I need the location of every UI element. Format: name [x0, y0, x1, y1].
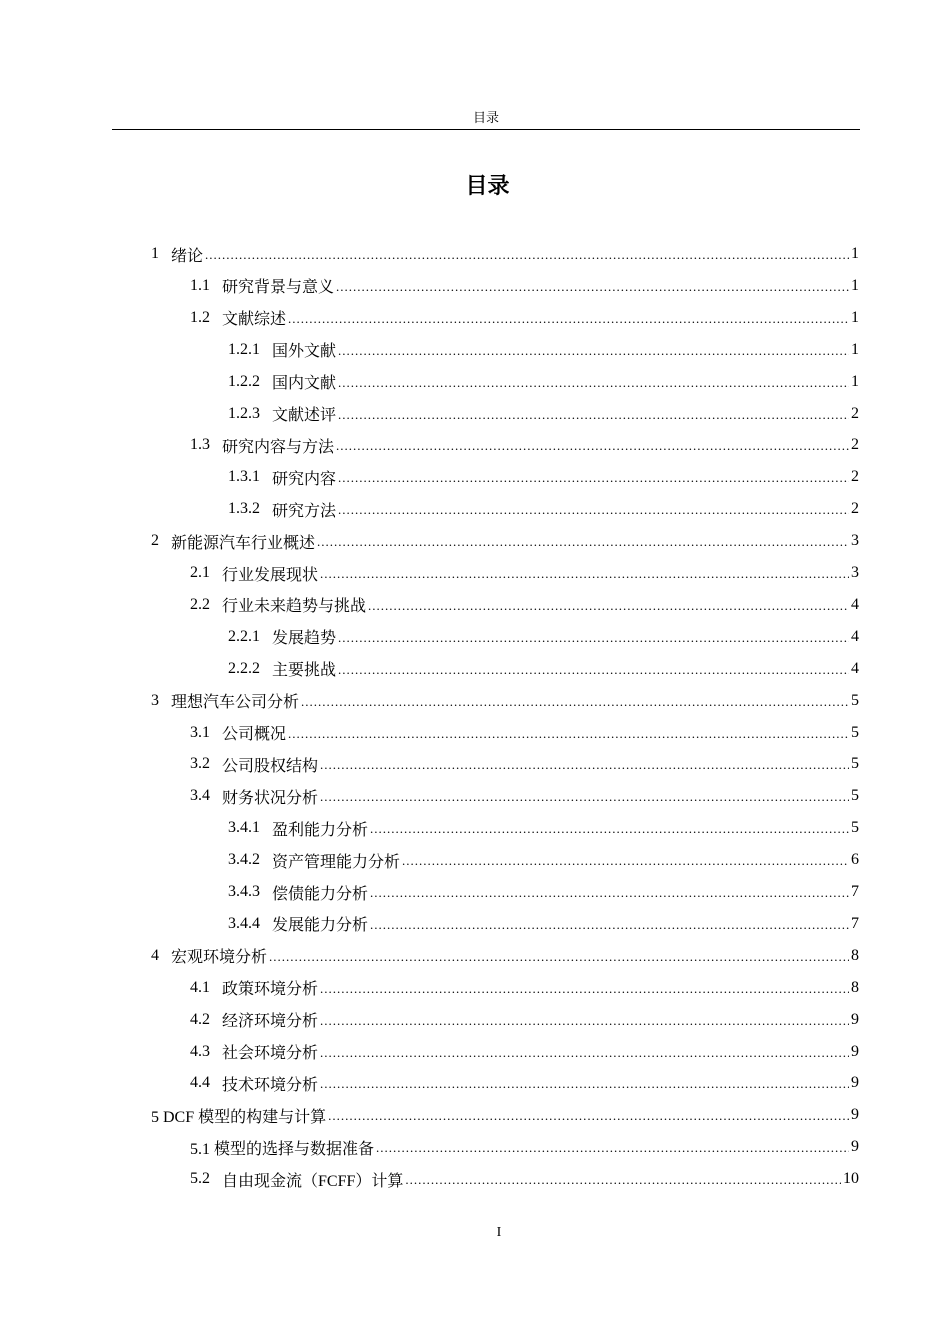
- toc-dot-leader: [368, 598, 849, 614]
- toc-entry-page: 1: [851, 308, 859, 326]
- toc-entry-number: 1.2.3: [228, 404, 260, 422]
- toc-entry-number: 3.4.1: [228, 819, 260, 837]
- toc-dot-leader: [320, 757, 849, 773]
- toc-entry-page: 5: [851, 755, 859, 773]
- toc-dot-leader: [338, 470, 849, 486]
- toc-dot-leader: [338, 502, 849, 518]
- toc-entry[interactable]: [228, 908, 859, 940]
- toc-entry-number: 1.2: [190, 308, 210, 326]
- toc-entry-title: 研究内容与方法: [222, 438, 335, 456]
- toc-entry[interactable]: [151, 685, 859, 717]
- toc-dot-leader: [338, 662, 849, 678]
- toc-entry-page: 5: [851, 691, 859, 709]
- toc-entry-page: 7: [851, 914, 859, 932]
- toc-entry-page: 2: [851, 500, 859, 518]
- toc-entry-title: 社会环境分析: [222, 1045, 319, 1062]
- toc-entry-title: 公司概况: [222, 726, 287, 743]
- toc-entry-page: 8: [851, 946, 859, 964]
- toc-entry[interactable]: [190, 972, 859, 1004]
- toc-entry-number: 3.4.2: [228, 851, 260, 869]
- toc-dot-leader: [338, 630, 849, 646]
- toc-entry-title: 文献综述: [222, 311, 287, 329]
- toc-entry-title: 5 DCF 模型的构建与计算: [151, 1108, 327, 1126]
- toc-dot-leader: [269, 949, 849, 965]
- toc-entry-title: 研究内容: [272, 470, 337, 488]
- toc-entry-title: 政策环境分析: [222, 981, 319, 999]
- toc-entry-title: 财务状况分析: [222, 789, 319, 807]
- toc-entry-number: 4: [151, 946, 159, 964]
- toc-entry-title: 经济环境分析: [222, 1013, 319, 1031]
- toc-dot-leader: [338, 407, 849, 423]
- page-number: I: [496, 1225, 502, 1240]
- toc-entry-number: 1.1: [190, 276, 210, 294]
- toc-entry-number: 3.4.4: [228, 914, 260, 932]
- toc-dot-leader: [370, 917, 849, 933]
- toc-entry[interactable]: [190, 589, 859, 621]
- toc-entry-page: 9: [851, 1074, 859, 1092]
- toc-entry-page: 2: [851, 404, 859, 422]
- toc-entry-page: 1: [851, 276, 859, 294]
- toc-entry-page: 3: [851, 564, 859, 581]
- toc-entry[interactable]: [151, 940, 859, 972]
- toc-entry[interactable]: [228, 621, 859, 653]
- toc-entry[interactable]: [228, 493, 859, 525]
- toc-entry-title: 宏观环境分析: [171, 949, 268, 967]
- toc-dot-leader: [288, 311, 849, 327]
- toc-dot-leader: [405, 1172, 841, 1188]
- toc-entry-number: 1.2.2: [228, 372, 260, 390]
- toc-entry-page: 7: [851, 883, 859, 900]
- toc-entry-number: 4.1: [190, 978, 210, 996]
- toc-dot-leader: [320, 1045, 849, 1061]
- toc-entry-number: 1.3.2: [228, 500, 260, 518]
- toc-entry-page: 1: [851, 372, 859, 390]
- toc-entry-number: 2.2: [190, 595, 210, 613]
- toc-entry-page: 4: [851, 595, 859, 613]
- toc-entry-title: 发展能力分析: [272, 917, 369, 935]
- toc-entry-page: 4: [851, 659, 859, 677]
- toc-entry-page: 3: [851, 532, 859, 550]
- toc-entry-page: 5: [851, 787, 859, 805]
- toc-entry-page: 8: [851, 978, 859, 996]
- toc-entry[interactable]: [190, 748, 859, 780]
- toc-entry-title: 研究背景与意义: [222, 279, 335, 297]
- toc-entry-title: 资产管理能力分析: [272, 853, 401, 871]
- toc-dot-leader: [317, 534, 849, 550]
- toc-dot-leader: [288, 726, 849, 742]
- toc-entry-number: 5.2: [190, 1170, 210, 1188]
- toc-entry[interactable]: [228, 461, 859, 493]
- toc-entry-number: 2.2.1: [228, 627, 260, 645]
- toc-entry[interactable]: [228, 844, 859, 876]
- toc-entry-page: 5: [851, 819, 859, 837]
- toc-entry[interactable]: [228, 334, 859, 366]
- toc-entry-number: 4.3: [190, 1042, 210, 1060]
- toc-entry-number: 1.2.1: [228, 340, 260, 358]
- toc-entry-number: 3.1: [190, 723, 210, 741]
- toc-entry-title: 理想汽车公司分析: [171, 694, 300, 712]
- toc-dot-leader: [320, 1013, 849, 1029]
- toc-dot-leader: [336, 279, 849, 295]
- toc-entry-title: 行业未来趋势与挑战: [222, 598, 367, 616]
- toc-entry[interactable]: [190, 1067, 859, 1099]
- toc-entry-title: 偿债能力分析: [272, 885, 369, 903]
- toc-entry[interactable]: [228, 653, 859, 685]
- toc-dot-leader: [338, 375, 849, 391]
- toc-entry-title: 国内文献: [272, 375, 337, 393]
- toc-dot-leader: [320, 1076, 849, 1092]
- page-title: 目录: [465, 174, 510, 199]
- toc-entry-page: 9: [851, 1138, 859, 1156]
- header-rule: [112, 129, 860, 130]
- toc-entry-title: 行业发展现状: [222, 566, 319, 584]
- toc-dot-leader: [336, 438, 849, 454]
- toc-dot-leader: [338, 343, 849, 359]
- toc-entry-page: 2: [851, 468, 859, 486]
- toc-entry-number: 1.3.1: [228, 468, 260, 486]
- toc-entry-title: 主要挑战: [272, 662, 337, 680]
- toc-dot-leader: [320, 566, 849, 582]
- toc-entry-title: 5.1 模型的选择与数据准备: [190, 1140, 375, 1158]
- toc-entry-number: 3: [151, 691, 159, 709]
- toc-entry-page: 9: [851, 1042, 859, 1060]
- toc-entry[interactable]: [228, 812, 859, 844]
- toc-entry-number: 3.2: [190, 755, 210, 773]
- toc-entry-title: 国外文献: [272, 343, 337, 361]
- toc-entry-number: 2: [151, 532, 159, 550]
- toc-dot-leader: [370, 885, 849, 901]
- toc-entry-page: 6: [851, 851, 859, 869]
- toc-entry-number: 2.1: [190, 564, 210, 581]
- toc-entry-page: 10: [843, 1170, 859, 1188]
- toc-dot-leader: [320, 981, 849, 997]
- toc-entry-number: 3.4.3: [228, 883, 260, 900]
- toc-entry[interactable]: [190, 1131, 859, 1163]
- toc-entry-page: 5: [851, 723, 859, 741]
- toc-entry-page: 2: [851, 436, 859, 454]
- toc-entry[interactable]: [190, 780, 859, 812]
- toc-entry[interactable]: [151, 238, 859, 270]
- toc-entry[interactable]: [228, 366, 859, 398]
- toc-entry-title: 新能源汽车行业概述: [171, 534, 316, 552]
- toc-dot-leader: [320, 789, 849, 805]
- running-header: 目录: [472, 111, 499, 126]
- toc-entry-number: 1.3: [190, 436, 210, 454]
- toc-dot-leader: [370, 821, 849, 837]
- toc-entry-title: 文献述评: [272, 407, 337, 424]
- toc-entry-title: 盈利能力分析: [272, 821, 369, 839]
- toc-entry-number: 4.2: [190, 1010, 210, 1028]
- toc-entry-title: 公司股权结构: [222, 757, 319, 775]
- toc-entry[interactable]: [190, 1004, 859, 1036]
- toc-entry-title: 研究方法: [272, 502, 337, 520]
- toc-dot-leader: [301, 694, 849, 710]
- toc-entry[interactable]: [151, 1099, 859, 1131]
- toc-entry[interactable]: [228, 876, 859, 908]
- toc-entry[interactable]: [190, 302, 859, 334]
- toc-entry-page: 1: [851, 245, 859, 262]
- toc-entry-number: 4.4: [190, 1074, 210, 1092]
- toc-dot-leader: [205, 247, 849, 263]
- toc-entry[interactable]: [190, 270, 859, 302]
- toc-entry-title: 技术环境分析: [222, 1076, 319, 1094]
- toc-entry-page: 9: [851, 1010, 859, 1028]
- toc-entry-title: 自由现金流（FCFF）计算: [222, 1172, 404, 1190]
- toc-entry-number: 3.4: [190, 787, 210, 805]
- toc-entry[interactable]: [190, 717, 859, 749]
- toc-entry-page: 1: [851, 340, 859, 358]
- toc-dot-leader: [328, 1108, 849, 1124]
- toc-entry-number: 1: [151, 245, 159, 262]
- toc-entry[interactable]: [190, 429, 859, 461]
- toc-entry[interactable]: [151, 525, 859, 557]
- toc-entry-number: 2.2.2: [228, 659, 260, 677]
- toc-dot-leader: [376, 1140, 849, 1156]
- toc-entry-page: 9: [851, 1106, 859, 1124]
- toc-entry-title: 发展趋势: [272, 630, 337, 648]
- toc-dot-leader: [402, 853, 849, 869]
- toc-entry[interactable]: [190, 557, 859, 589]
- toc-entry[interactable]: [228, 398, 859, 430]
- toc-entry-title: 绪论: [171, 247, 204, 265]
- toc-entry[interactable]: [190, 1036, 859, 1068]
- toc-entry[interactable]: [190, 1163, 859, 1195]
- toc-entry-page: 4: [851, 627, 859, 645]
